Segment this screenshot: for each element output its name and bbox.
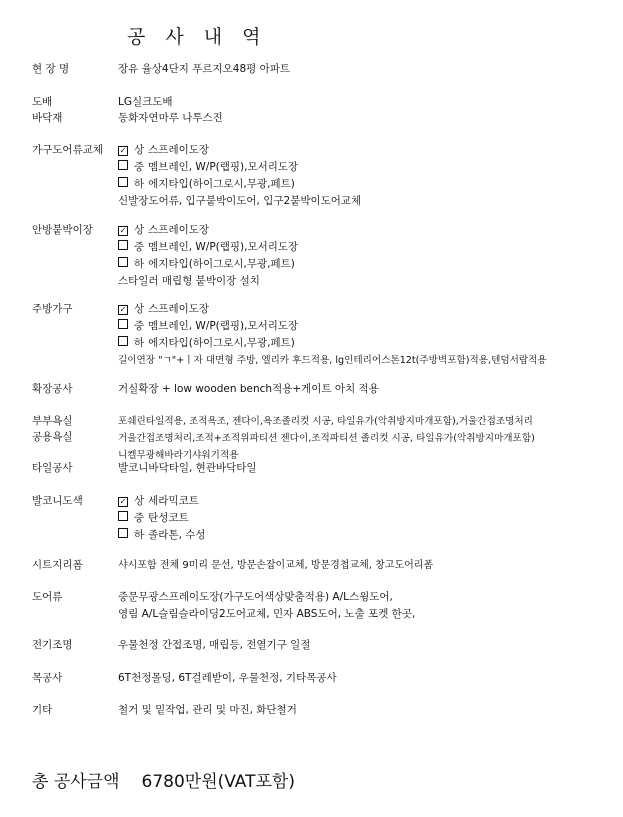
checkbox-checked[interactable]: ✓ xyxy=(119,226,127,235)
bedroom-closet-label: 안방붙박이장 xyxy=(32,224,93,236)
total-amount: 6780만원(VAT포함) xyxy=(141,772,295,792)
carpentry-label: 목공사 xyxy=(32,672,63,684)
option-row xyxy=(118,222,298,239)
lighting-label: 전기조명 xyxy=(32,639,73,651)
checkbox-checked[interactable]: ✓ xyxy=(119,146,127,155)
option-grade: 중 xyxy=(134,241,145,253)
total-row xyxy=(32,767,295,792)
option-desc: 에지타입(하이그로시,무광,페트) xyxy=(148,337,295,349)
option-desc: 스프레이도장 xyxy=(148,224,210,236)
sheet-label: 시트지리폼 xyxy=(32,559,83,571)
lighting-value: 우물천정 간접조명, 매립등, 전열기구 일절 xyxy=(118,639,311,651)
etc-value: 철거 및 밑작업, 관리 및 마진, 화단철거 xyxy=(118,704,297,716)
bath-section xyxy=(118,413,535,464)
option-row xyxy=(118,493,206,510)
option-grade: 하 xyxy=(134,529,145,541)
doors-line: 중문무광스프레이도장(가구도어색상맞춤적용) A/L스윙도어, xyxy=(118,591,393,603)
wallpaper-label: 도배 xyxy=(32,96,53,108)
option-row xyxy=(118,318,547,335)
option-row xyxy=(118,142,361,159)
section-note: 스타일러 매립형 붙박이장 설치 xyxy=(118,275,260,287)
carpentry-value: 6T천정몰딩, 6T걸레받이, 우물천정, 기타목공사 xyxy=(118,672,337,684)
option-row xyxy=(118,527,206,544)
checkbox-unchecked[interactable] xyxy=(118,160,128,170)
checkbox-unchecked[interactable] xyxy=(118,336,128,346)
expansion-value: 거실확장 + low wooden bench적용+게이트 아치 적용 xyxy=(118,383,379,395)
page-title: 공 사 내 역 xyxy=(127,26,268,48)
bedroom-closet-section xyxy=(118,222,298,290)
checkbox-unchecked[interactable] xyxy=(118,177,128,187)
flooring-label: 바닥재 xyxy=(32,112,63,124)
checkbox-unchecked[interactable] xyxy=(118,257,128,267)
site-value: 장유 율상4단지 푸르지오48평 아파트 xyxy=(118,63,291,75)
option-desc: 탄성코트 xyxy=(148,512,189,524)
option-desc: 세라믹코트 xyxy=(148,495,199,507)
option-row xyxy=(118,301,547,318)
option-grade: 하 xyxy=(134,258,145,270)
checkbox-unchecked[interactable] xyxy=(118,319,128,329)
sheet-value: 샤시포함 전체 9미리 문선, 방문손잡이교체, 방문경첩교체, 창고도어리폼 xyxy=(118,560,434,571)
option-desc: 스프레이도장 xyxy=(148,144,210,156)
furniture-door-section xyxy=(118,142,361,210)
option-grade: 중 xyxy=(134,161,145,173)
option-row xyxy=(118,159,361,176)
doors-section xyxy=(118,589,415,623)
checkbox-checked[interactable]: ✓ xyxy=(119,497,127,506)
bath-line: 니켈무광해바라기샤워기적용 xyxy=(118,450,239,461)
option-row xyxy=(118,510,206,527)
furniture-door-label: 가구도어류교체 xyxy=(32,144,104,156)
total-label: 총 공사금액 xyxy=(32,772,120,792)
doors-label: 도어류 xyxy=(32,591,63,603)
kitchen-section xyxy=(118,301,547,369)
option-grade: 상 xyxy=(134,495,145,507)
option-desc: 에지타입(하이그로시,무광,페트) xyxy=(148,178,295,190)
wallpaper-value: LG실크도배 xyxy=(118,96,173,108)
flooring-value: 동화자연마루 나투스진 xyxy=(118,112,223,124)
option-row xyxy=(118,335,547,352)
option-desc: 멤브레인, W/P(랩핑),모서리도장 xyxy=(148,241,299,253)
option-grade: 상 xyxy=(134,144,145,156)
checkbox-unchecked[interactable] xyxy=(118,528,128,538)
balcony-label: 발코니도색 xyxy=(32,495,83,507)
expansion-label: 확장공사 xyxy=(32,383,73,395)
tile-label: 타일공사 xyxy=(32,462,73,474)
checkbox-unchecked[interactable] xyxy=(118,511,128,521)
option-grade: 상 xyxy=(134,303,145,315)
option-row xyxy=(118,256,298,273)
master-bath-label: 부부욕실 xyxy=(32,415,73,427)
option-desc: 멤브레인, W/P(랩핑),모서리도장 xyxy=(148,320,299,332)
balcony-section xyxy=(118,493,206,544)
option-grade: 중 xyxy=(134,320,145,332)
section-note: 신발장도어류, 입구붙박이도어, 입구2붙박이도어교체 xyxy=(118,195,362,207)
option-desc: 졸라톤, 수성 xyxy=(148,529,206,541)
section-note: 길이연장 "ㄱ"+ㅣ자 대면형 주방, 엘리카 후드적용, lg인테리어스톤12t(주방벽포함)적용,텐덤서랍적용 xyxy=(118,355,547,366)
doors-line: 영림 A/L슬림슬라이딩2도어교체, 민자 ABS도어, 노출 포켓 한곳, xyxy=(118,608,416,620)
option-desc: 에지타입(하이그로시,무광,페트) xyxy=(148,258,295,270)
option-grade: 중 xyxy=(134,512,145,524)
option-grade: 하 xyxy=(134,337,145,349)
checkbox-unchecked[interactable] xyxy=(118,240,128,250)
option-desc: 스프레이도장 xyxy=(148,303,210,315)
option-grade: 하 xyxy=(134,178,145,190)
common-bath-label: 공용욕실 xyxy=(32,431,73,443)
option-row xyxy=(118,239,298,256)
etc-label: 기타 xyxy=(32,704,53,716)
option-grade: 상 xyxy=(134,224,145,236)
bath-line: 거울간접조명처리,조적+조적위파티션 젠다이,조적파티션 졸리컷 시공, 타일유가(악취방지마개포함) xyxy=(118,433,535,444)
tile-value: 발코니바닥타일, 현관바닥타일 xyxy=(118,462,257,474)
checkbox-checked[interactable]: ✓ xyxy=(119,305,127,314)
kitchen-label: 주방가구 xyxy=(32,303,73,315)
option-desc: 멤브레인, W/P(랩핑),모서리도장 xyxy=(148,161,299,173)
site-label: 현 장 명 xyxy=(32,63,70,75)
bath-line: 포쉐린타일적용, 조적욕조, 젠다이,욕조졸리컷 시공, 타일유가(악취방지마개포함),거울간접조명처리 xyxy=(118,416,533,427)
option-row xyxy=(118,176,361,193)
